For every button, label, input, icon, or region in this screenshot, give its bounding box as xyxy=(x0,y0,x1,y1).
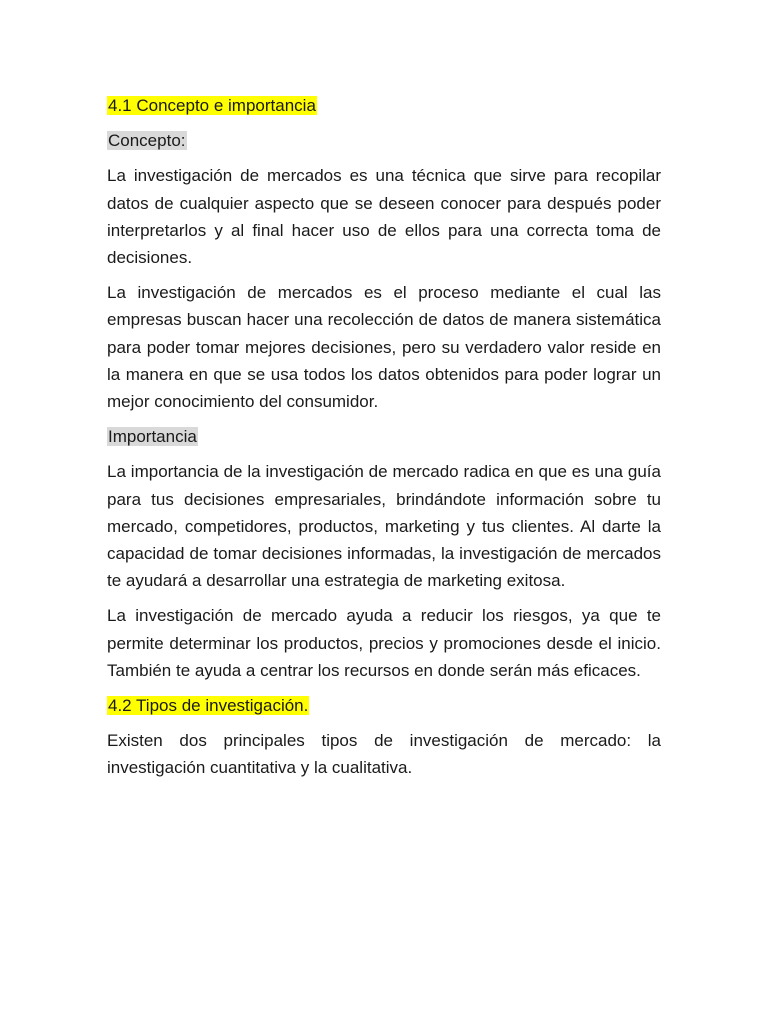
concept-paragraph-2: La investigación de mercados es el proceso mediante el cual las empresas buscan hacer una recolección de datos de manera sistemática para poder tomar mejores decisiones, pero su verdadero valor reside en la manera en que se usa todos los datos obtenidos para poder lograr un mejor conocimiento del consumidor. xyxy=(107,283,661,412)
concept-label xyxy=(107,127,661,154)
types-paragraph-1: Existen dos principales tipos de investigación de mercado: la investigación cuantitativa y la cualitativa. xyxy=(107,731,661,778)
importance-label xyxy=(107,423,661,450)
section-heading-4-2-text: 4.2 Tipos de investigación. xyxy=(108,696,309,716)
concept-label-text: Concepto: xyxy=(108,131,186,151)
section-heading-4-1-text: 4.1 Concepto e importancia xyxy=(108,96,316,115)
importance-paragraph-2: La investigación de mercado ayuda a reducir los riesgos, ya que te permite determinar los productos, precios y promociones desde el inicio. También te ayuda a centrar los recursos en donde serán más eficaces. xyxy=(107,606,661,680)
section-heading-4-2 xyxy=(107,692,661,719)
importance-paragraph-1: La importancia de la investigación de mercado radica en que es una guía para tus decisiones empresariales, brindándote información sobre tu mercado, competidores, productos, marketing y tus clientes. Al darte la capacidad de tomar decisiones informadas, la investigación de mercados te ayudará a desarrollar una estrategia de marketing exitosa. xyxy=(107,462,661,591)
importance-label-text: Importancia xyxy=(108,427,197,447)
section-heading-4-1 xyxy=(107,92,661,119)
concept-paragraph-1: La investigación de mercados es una técnica que sirve para recopilar datos de cualquier aspecto que se deseen conocer para después poder interpretarlos y al final hacer uso de ellos para una correcta toma de decisiones. xyxy=(107,166,661,268)
